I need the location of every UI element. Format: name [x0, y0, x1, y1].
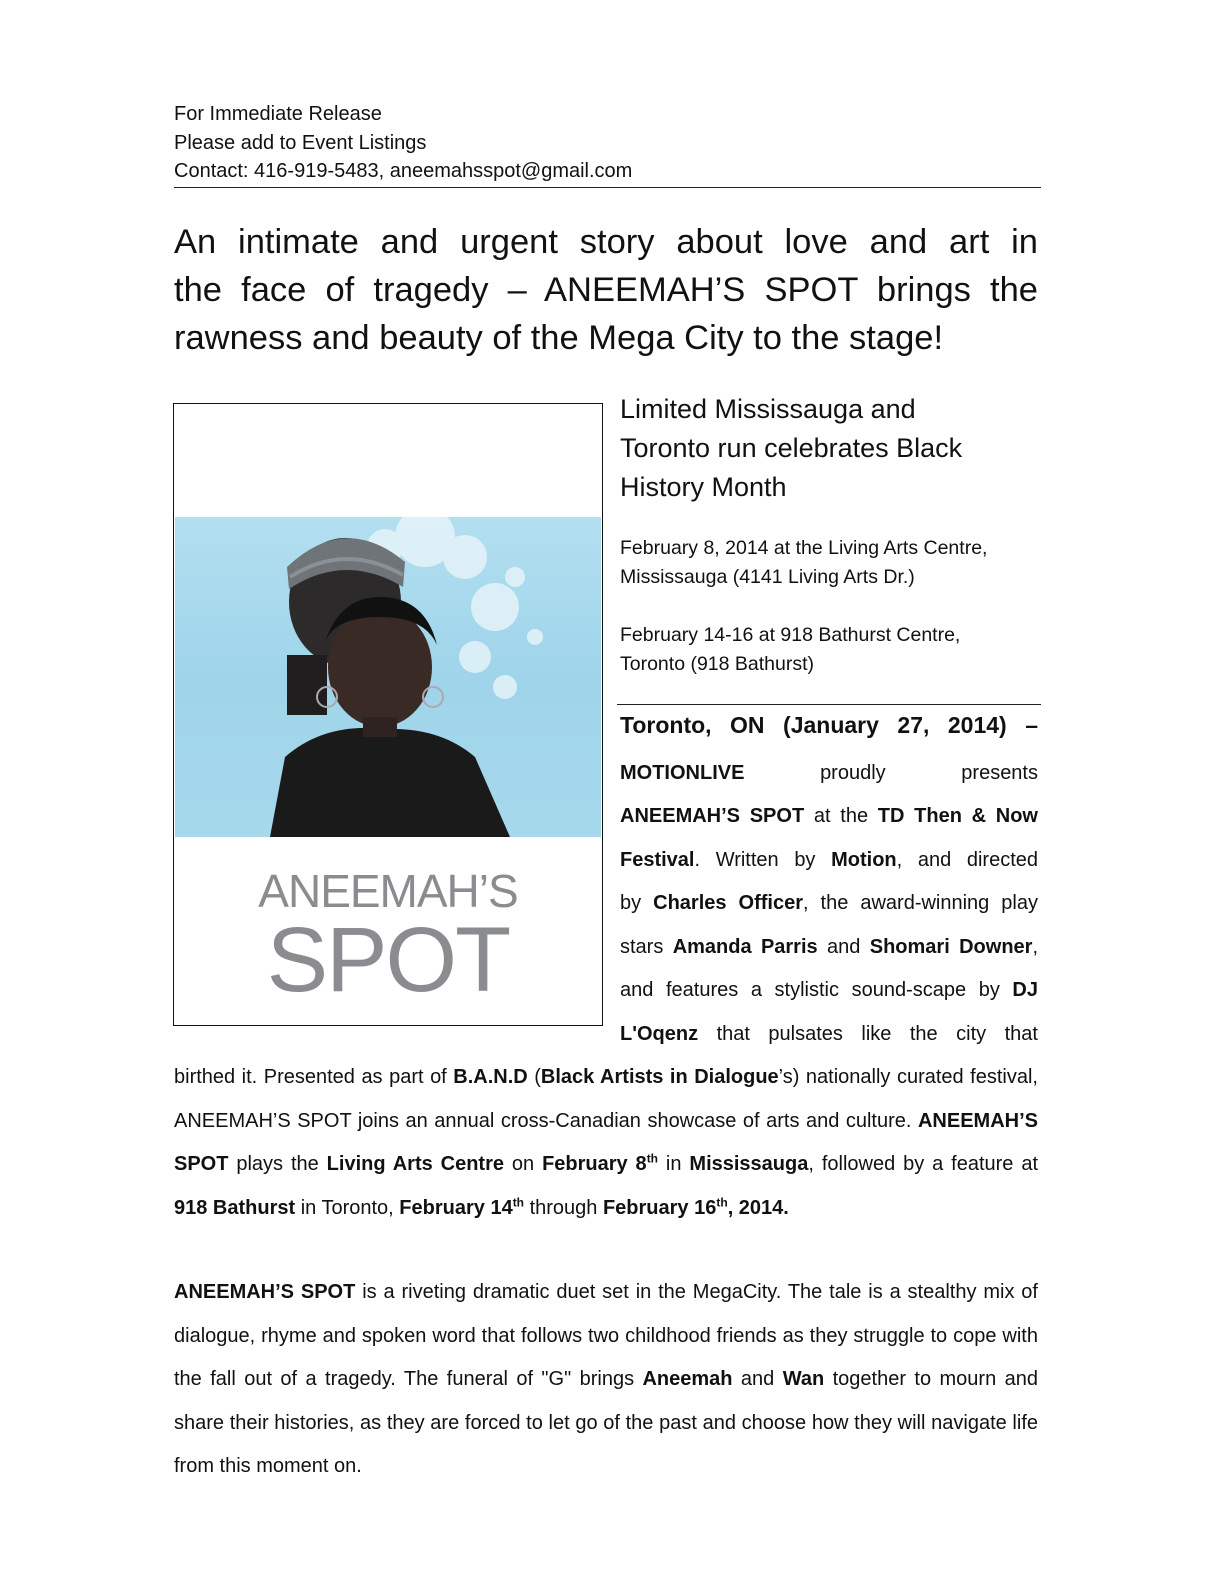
date-text: February 14 [399, 1196, 513, 1219]
poster-title-top: ANEEMAH’S [258, 865, 518, 917]
paragraph-synopsis [174, 1271, 1038, 1489]
poster-title [174, 865, 602, 1011]
ordinal-suffix: th [716, 1194, 728, 1209]
release-header [174, 100, 1041, 186]
body-text: that pulsates like the city that [698, 1023, 1038, 1045]
body-text: birthed it. Presented as part of [174, 1066, 454, 1088]
subheading-line: History Month [620, 472, 787, 502]
character-name: Aneemah [642, 1368, 733, 1390]
date-text: February 16 [602, 1196, 717, 1219]
body-text: and [732, 1368, 783, 1390]
writer-name: Motion [831, 849, 897, 871]
poster-image [173, 403, 603, 1026]
headline-line: An intimate and urgent story about love and art in [174, 223, 1038, 261]
date-text: , 2014. [727, 1196, 789, 1219]
date [602, 1194, 789, 1219]
body-text: plays the [228, 1153, 327, 1175]
org-name: Black Artists in Dialogue [540, 1066, 779, 1088]
body-line [620, 926, 1038, 970]
body-text: and [817, 936, 870, 958]
event-line: Toronto (918 Bathurst) [620, 653, 815, 675]
date [542, 1153, 658, 1175]
producer-name: MOTIONLIVE [620, 762, 745, 784]
festival-name: TD Then & Now [877, 805, 1038, 827]
body-text: , the award-winning play [802, 892, 1038, 914]
subheading-line: Limited Mississauga and [620, 394, 916, 424]
body-text: in Toronto, [295, 1196, 400, 1219]
body-text: at the [804, 805, 878, 827]
venue-name: Living Arts Centre [326, 1153, 504, 1175]
body-text: , followed by a feature at [808, 1153, 1039, 1175]
event-line: February 14-16 at 918 Bathurst Centre, [620, 624, 961, 646]
paragraph-intro [174, 1056, 1038, 1230]
body-text: presents [961, 762, 1038, 784]
event-line: February 8, 2014 at the Living Arts Centre, [620, 537, 988, 559]
actor-name: Amanda Parris [672, 936, 818, 958]
body-text: ’s) nationally curated festival, ANEEMAH’S SPOT joins an annual cross-Canadian showcase of arts and culture. [174, 1066, 1038, 1132]
body-line [620, 1013, 1038, 1057]
venue-name: 918 Bathurst [174, 1196, 296, 1219]
body-text: through [524, 1196, 603, 1219]
ordinal-suffix: th [646, 1151, 659, 1166]
city-name: Mississauga [689, 1153, 809, 1175]
body-line [620, 882, 1038, 926]
ordinal-suffix: th [512, 1194, 525, 1209]
body-line [620, 752, 1038, 796]
body-text: stars [620, 936, 673, 958]
org-acronym: B.A.N.D [453, 1066, 528, 1088]
body-line [620, 969, 1038, 1013]
subheading-line: Toronto run celebrates Black [620, 433, 963, 463]
body-text: proudly [820, 762, 886, 784]
body-text: together to mourn and share their histories, as they are forced to let go of the past and choose how they will navigate life from this moment on. [174, 1368, 1038, 1477]
poster-title-bottom: SPOT [266, 909, 510, 1011]
headline-line: the face of tragedy – ANEEMAH’S SPOT brings the [174, 271, 1038, 309]
character-name: Wan [782, 1368, 825, 1390]
headline [174, 218, 1038, 362]
play-title: ANEEMAH’S SPOT [174, 1109, 1038, 1175]
event-toronto [620, 621, 1040, 679]
body-text: ( [527, 1066, 541, 1088]
event-line: Mississauga (4141 Living Arts Dr.) [620, 566, 915, 588]
actor-name: Shomari Downer [869, 936, 1033, 958]
subheading [620, 390, 1040, 507]
headline-line: rawness and beauty of the Mega City to the stage! [174, 319, 944, 357]
body-text: . Written by [694, 849, 832, 871]
festival-name: Festival [620, 849, 695, 871]
dj-name: L'Oqenz [620, 1023, 699, 1045]
release-notice: For Immediate Release [174, 103, 382, 125]
body-line [620, 839, 1038, 883]
poster-photo [175, 517, 601, 837]
contact-info: Contact: 416-919-5483, aneemahsspot@gmail.com [174, 160, 633, 182]
date-text: February 8 [542, 1153, 647, 1175]
play-title: ANEEMAH’S SPOT [620, 805, 805, 827]
body-text: in [658, 1153, 690, 1175]
header-divider [174, 187, 1041, 188]
play-title: ANEEMAH’S SPOT [174, 1281, 356, 1303]
listing-request: Please add to Event Listings [174, 131, 427, 154]
director-name: Charles Officer [653, 892, 803, 914]
body-text: and features a stylistic sound-scape by [620, 979, 1013, 1001]
body-text: is a riveting dramatic duet set in the MegaCity. The tale is a stealthy mix of dialogue, rhyme and spoken word that follows two childhood friends as they struggle to cope with the fall out of a tragedy. The funeral of "G" brings [174, 1281, 1038, 1390]
body-text: by [620, 892, 654, 914]
event-mississauga [620, 534, 1040, 592]
date [399, 1194, 525, 1219]
dj-name: DJ [1012, 979, 1038, 1001]
dateline: Toronto, ON (January 27, 2014) – [620, 712, 1038, 738]
portrait-illustration [175, 517, 601, 837]
body-text: , [1032, 936, 1039, 958]
body-text: on [504, 1153, 543, 1175]
body-text: , and directed [896, 849, 1038, 871]
body-line [620, 795, 1038, 839]
